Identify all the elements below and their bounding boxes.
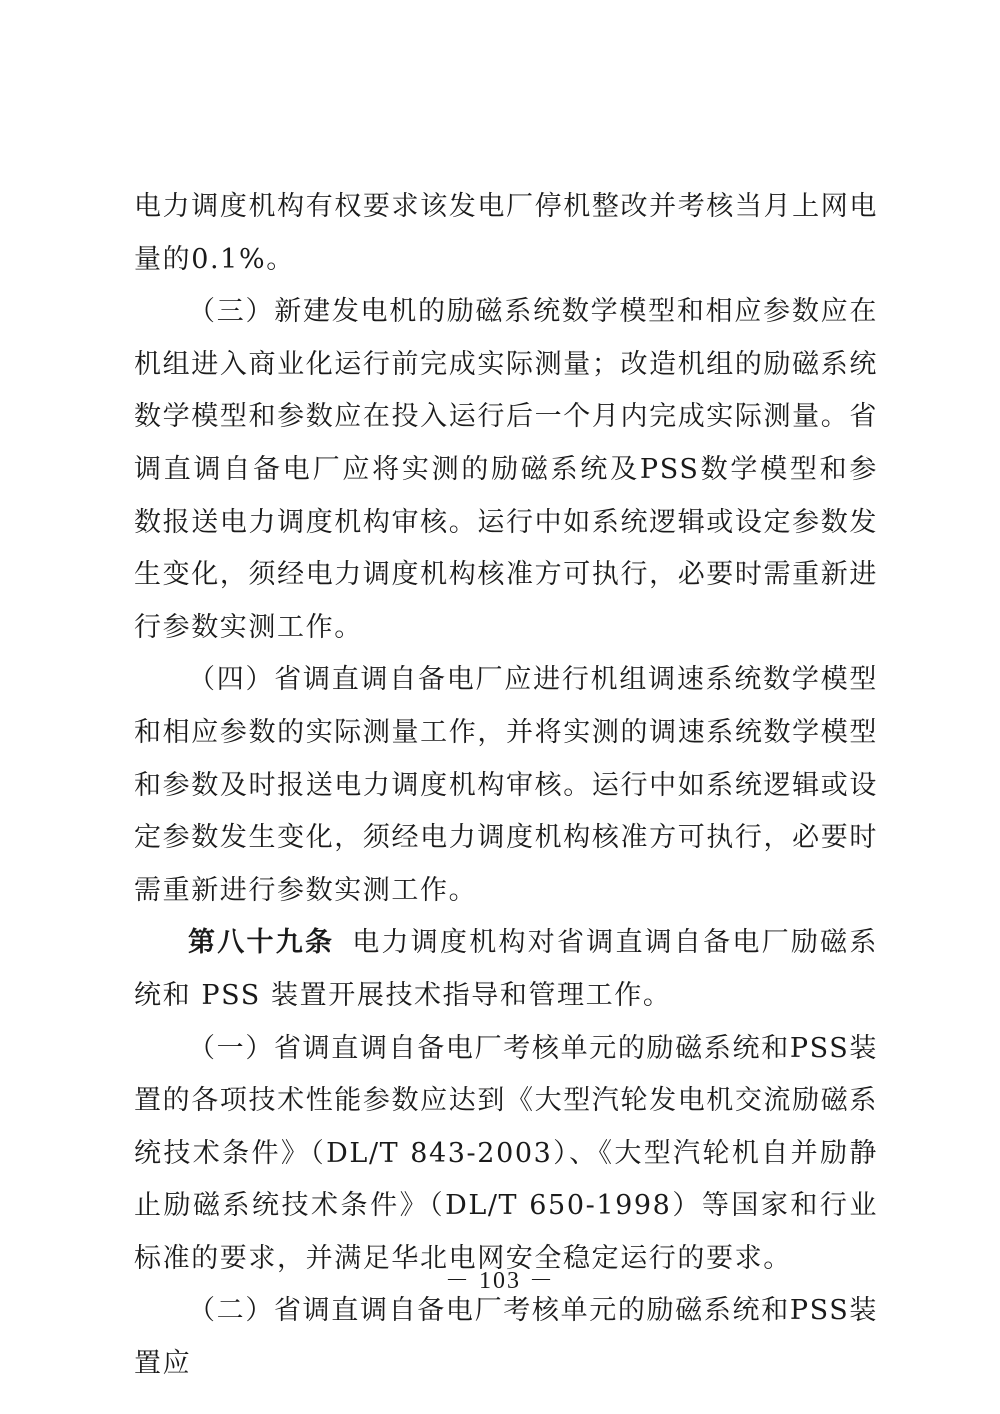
paragraph-item-2: （二）省调直调自备电厂考核单元的励磁系统和PSS装置应 <box>134 1295 878 1380</box>
paragraph-continuation: 电力调度机构有权要求该发电厂停机整改并考核当月上网电量的0.1%。 <box>134 191 878 275</box>
article-heading: 第八十九条 <box>188 927 335 959</box>
paragraph-item-4: （四）省调直调自备电厂应进行机组调速系统数学模型和相应参数的实际测量工作，并将实测的调速系统数学模型和参数及时报送电力调度机构审核。运行中如系统逻辑或设定参数发生变化，须经电力调度机构核准方可执行，必要时需重新进行参数实测工作。 <box>134 664 878 906</box>
paragraph-item-1: （一）省调直调自备电厂考核单元的励磁系统和PSS装置的各项技术性能参数应达到《大型汽轮发电机交流励磁系统技术条件》（DL/T 843-2003）、《大型汽轮机自并励静止励磁系统技术条件》（DL/T 650-1998）等国家和行业标准的要求，并满足华北电网安全稳定运行的要求。 <box>134 1032 878 1274</box>
article-89-text: 电力调度机构对省调直调自备电厂励磁系统和 PSS 装置开展技术指导和管理工作。 <box>134 927 878 1011</box>
document-body <box>134 181 878 1391</box>
paragraph-item-3: （三）新建发电机的励磁系统数学模型和相应参数应在机组进入商业化运行前完成实际测量；改造机组的励磁系统数学模型和参数应在投入运行后一个月内完成实际测量。省调直调自备电厂应将实测的励磁系统及PSS数学模型和参数报送电力调度机构审核。运行中如系统逻辑或设定参数发生变化，须经电力调度机构核准方可执行，必要时需重新进行参数实测工作。 <box>134 296 878 643</box>
page-number: － 103 － <box>445 1268 555 1294</box>
article-89-paragraph <box>134 917 878 1022</box>
